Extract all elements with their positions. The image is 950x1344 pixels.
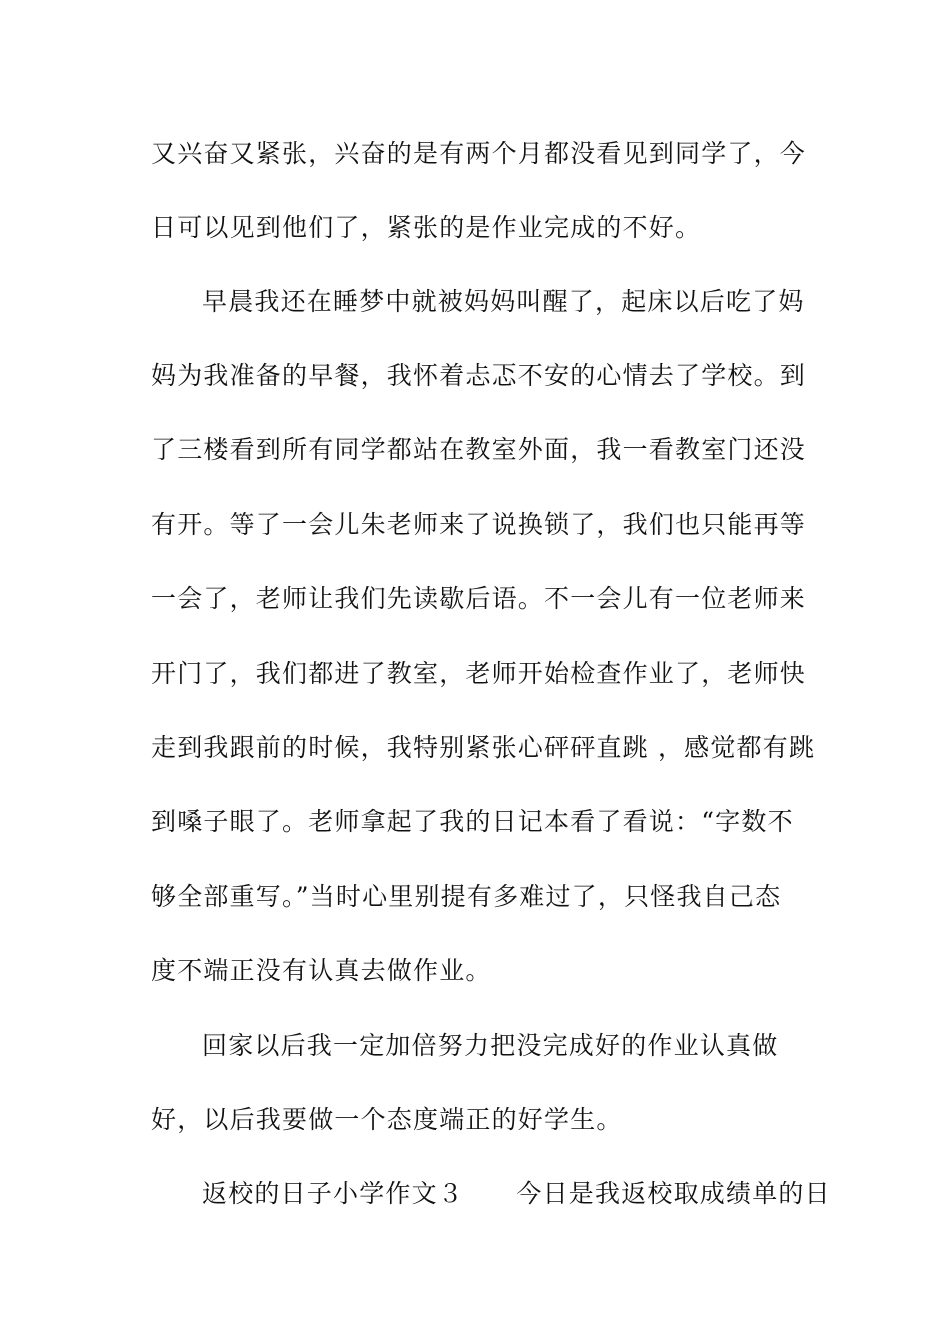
paragraph-start-line: 早晨我还在睡梦中就被妈妈叫醒了，起床以后吃了妈	[202, 287, 805, 316]
paragraph-start-line: 返校的日子小学作文３ 今日是我返校取成绩单的日	[202, 1179, 831, 1208]
text-line: 了三楼看到所有同学都站在教室外面，我一看教室门还没	[151, 435, 807, 464]
text-line: 又兴奋又紧张，兴奋的是有两个月都没看见到同学了，今	[151, 139, 807, 168]
text-line: 走到我跟前的时候，我特别紧张心砰砰直跳 ，感觉都有跳	[151, 733, 816, 762]
paragraph-start-line: 回家以后我一定加倍努力把没完成好的作业认真做	[202, 1031, 779, 1060]
text-line: 到嗓子眼了。老师拿起了我的日记本看了看说：“字数不	[151, 807, 794, 836]
text-line: 开门了，我们都进了教室，老师开始检查作业了，老师快	[151, 659, 807, 688]
text-line: 有开。等了一会儿朱老师来了说换锁了，我们也只能再等	[151, 510, 807, 539]
text-line: 一会了，老师让我们先读歇后语。不一会儿有一位老师来	[151, 584, 807, 613]
text-line: 好，以后我要做一个态度端正的好学生。	[151, 1105, 623, 1134]
text-line: 够全部重写。”当时心里别提有多难过了，只怪我自己态	[151, 882, 782, 911]
text-line: 日可以见到他们了，紧张的是作业完成的不好。	[151, 213, 702, 242]
text-line: 妈为我准备的早餐，我怀着忐忑不安的心情去了学校。到	[151, 361, 807, 390]
text-line: 度不端正没有认真去做作业。	[151, 956, 492, 985]
